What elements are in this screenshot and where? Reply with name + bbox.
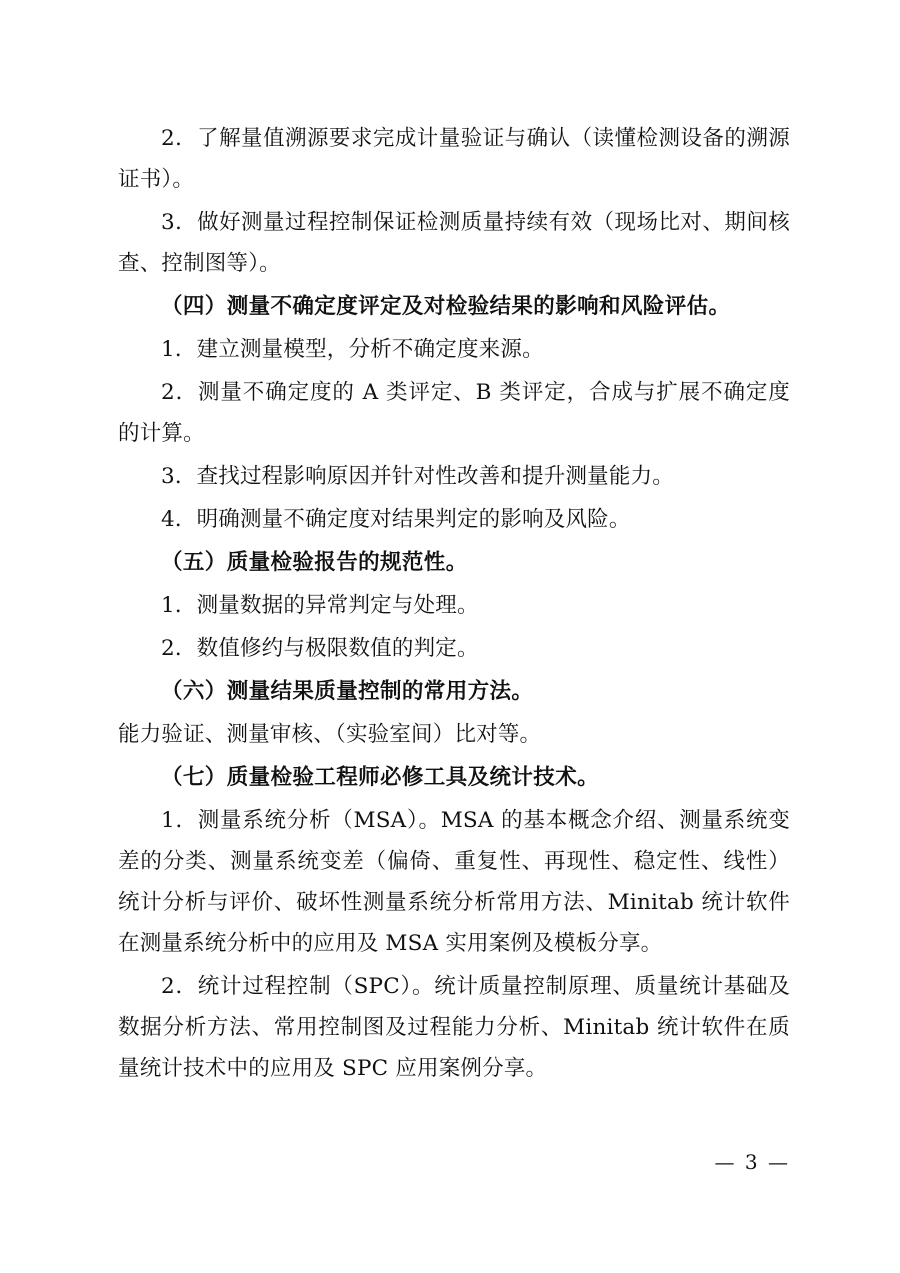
paragraph: 4．明确测量不确定度对结果判定的影响及风险。 — [161, 507, 631, 532]
paragraph: 2．测量不确定度的 A 类评定、B 类评定，合成与扩展不确定度的计算。 — [118, 380, 790, 446]
section-heading: （四）测量不确定度评定及对检验结果的影响和风险评估。 — [161, 294, 731, 319]
paragraph: 2．统计过程控制（SPC）。统计质量控制原理、质量统计基础及数据分析方法、常用控制图及过程能力分析、Minitab 统计软件在质量统计技术中的应用及 SPC 应用案例分享。 — [118, 974, 790, 1081]
document-body — [118, 118, 790, 1091]
paragraph: 1．测量系统分析（MSA）。MSA 的基本概念介绍、测量系统变差的分类、测量系统变差（偏倚、重复性、再现性、稳定性、线性）统计分析与评价、破坏性测量系统分析常用方法、Minitab 统计软件在测量系统分析中的应用及 MSA 实用案例及模板分享。 — [118, 808, 790, 956]
section-heading: （五）质量检验报告的规范性。 — [161, 550, 468, 575]
paragraph: 3．查找过程影响原因并针对性改善和提升测量能力。 — [161, 464, 674, 489]
paragraph: 2．数值修约与极限数值的判定。 — [161, 636, 479, 661]
paragraph: 1．测量数据的异常判定与处理。 — [161, 593, 479, 618]
section-heading: （六）测量结果质量控制的常用方法。 — [161, 679, 534, 704]
paragraph: 1．建立测量模型，分析不确定度来源。 — [161, 337, 544, 362]
section-heading: （七）质量检验工程师必修工具及统计技术。 — [161, 765, 600, 790]
paragraph: 3．做好测量过程控制保证检测质量持续有效（现场比对、期间核查、控制图等）。 — [118, 210, 790, 276]
paragraph: 能力验证、测量审核、（实验室间）比对等。 — [118, 722, 542, 747]
page-number: — 3 — — [714, 1150, 790, 1174]
paragraph: 2．了解量值溯源要求完成计量验证与确认（读懂检测设备的溯源证书）。 — [118, 126, 790, 192]
